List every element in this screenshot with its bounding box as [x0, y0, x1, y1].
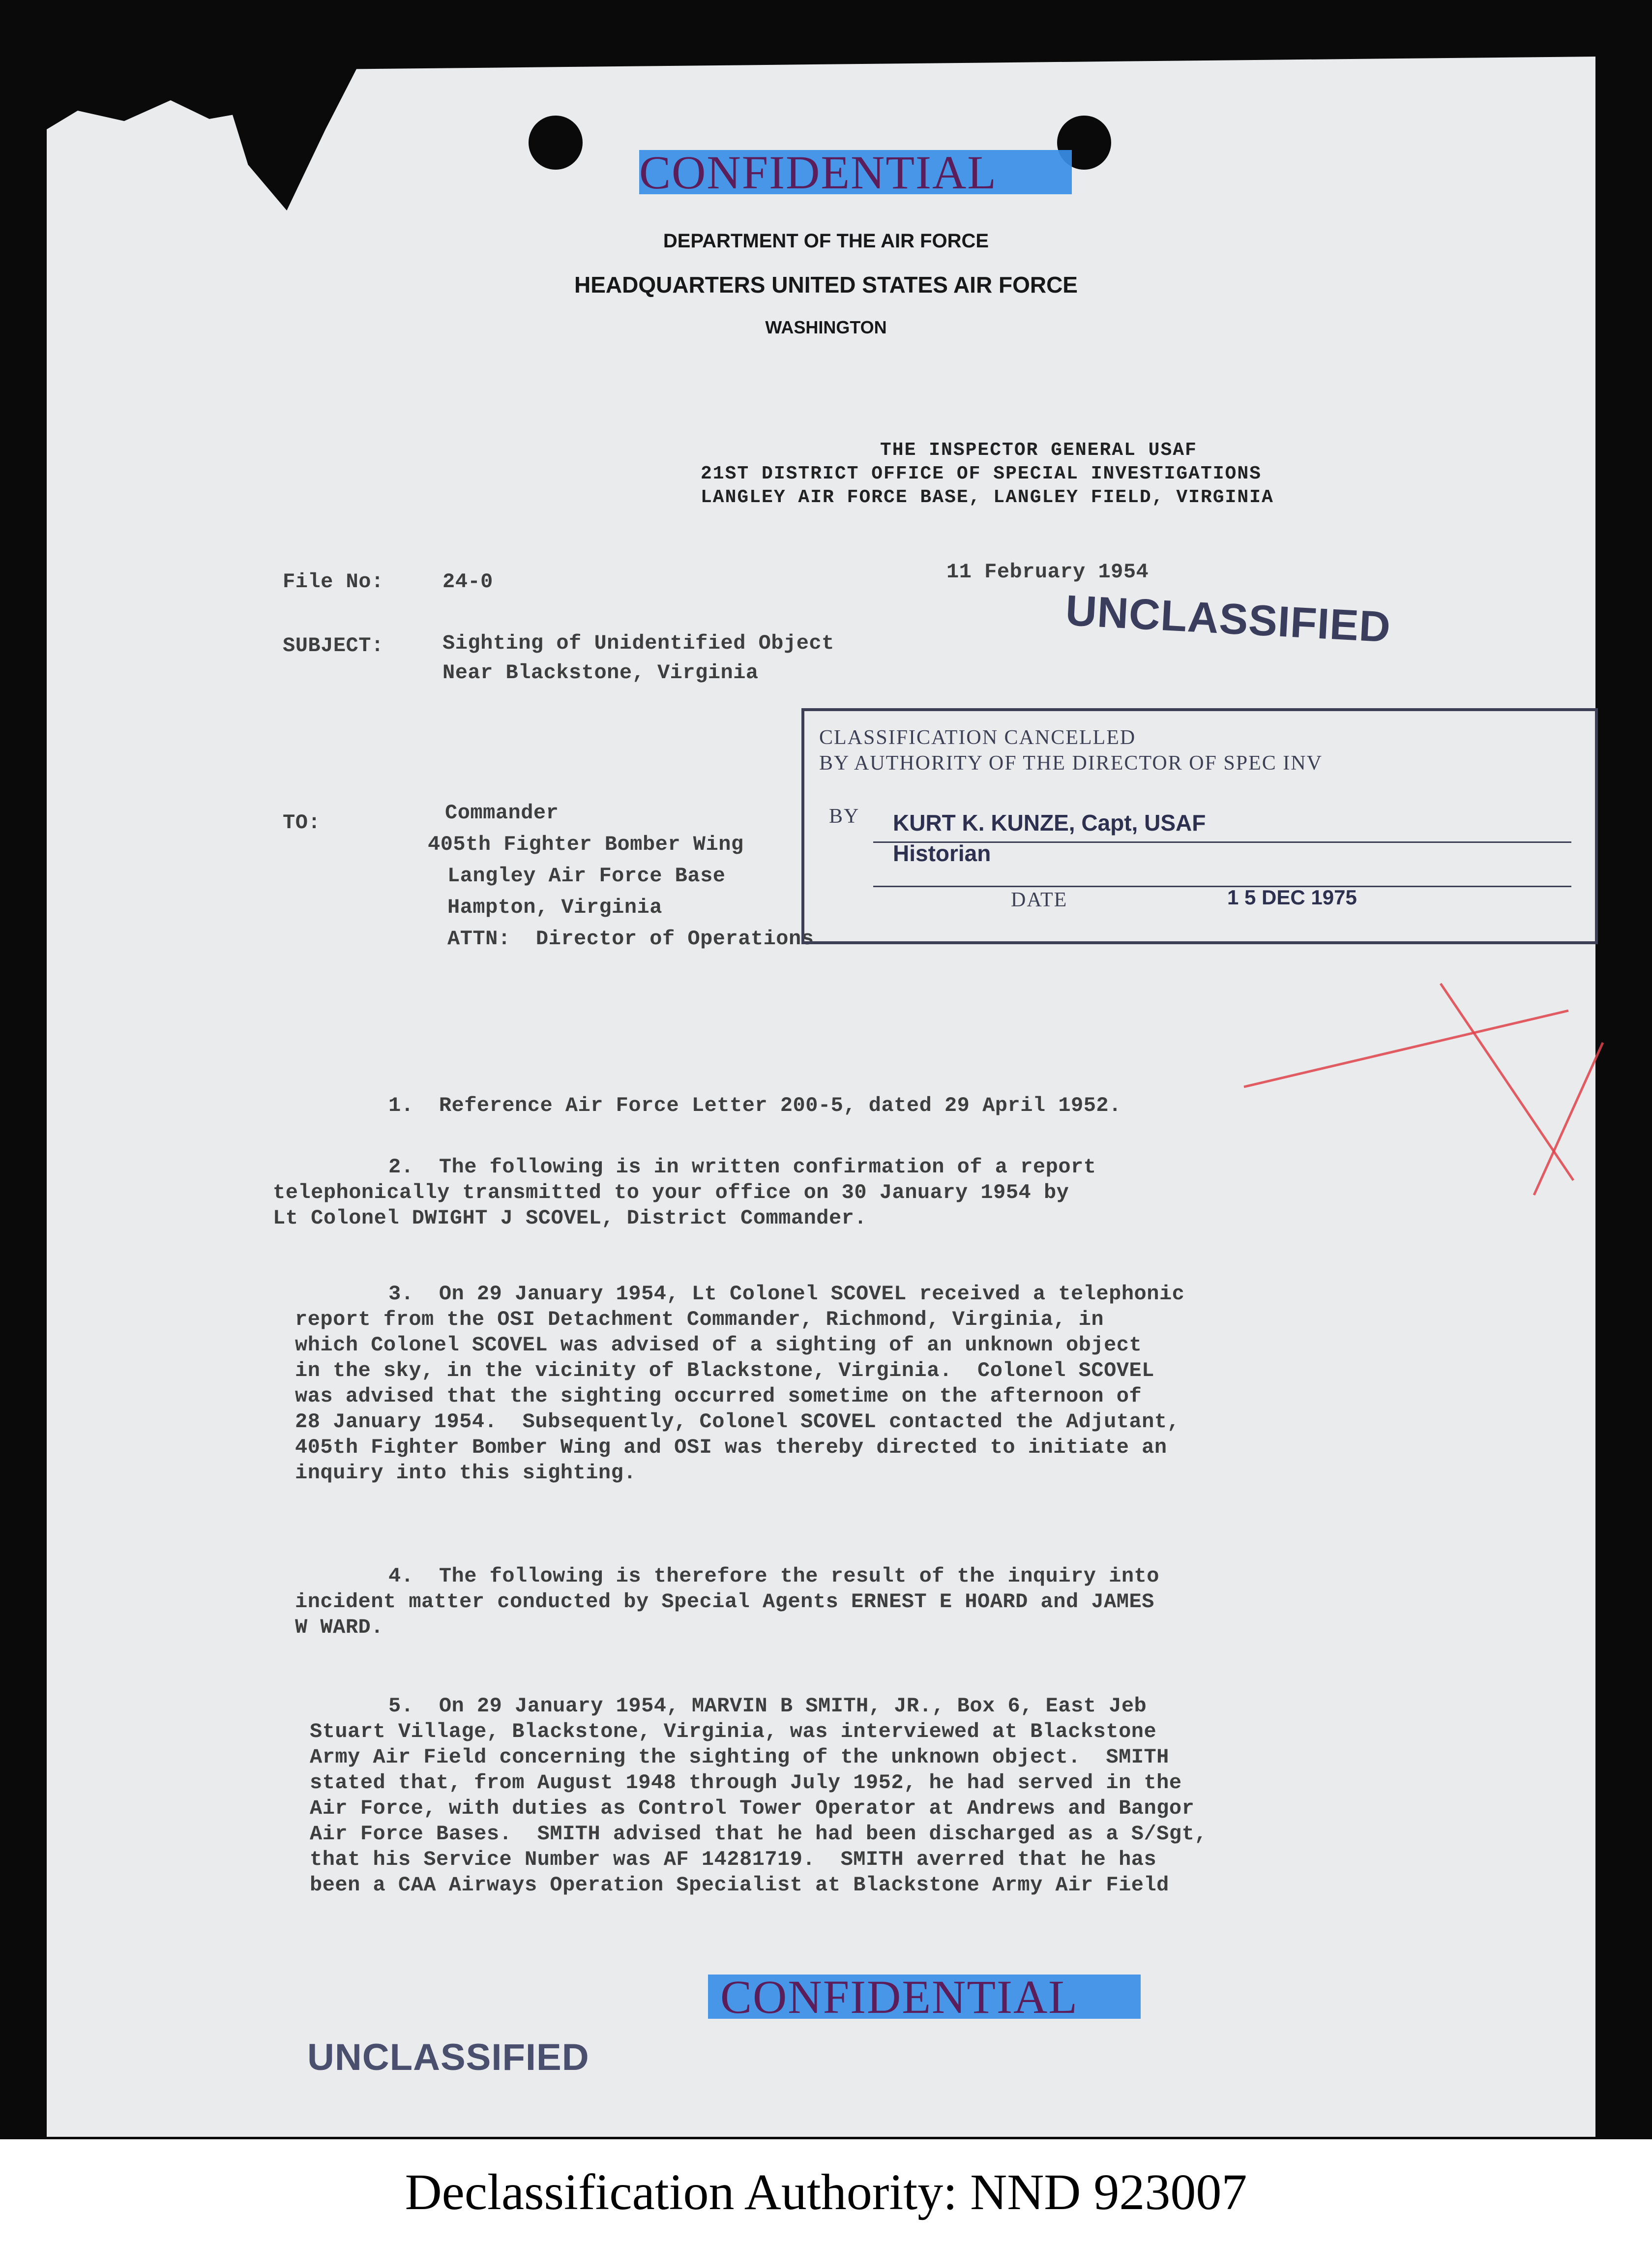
file-number-label: File No:: [283, 570, 384, 594]
paragraph-line: inquiry into this sighting.: [295, 1461, 637, 1485]
paragraph-line: 4. The following is therefore the result of the inquiry into: [388, 1564, 1159, 1588]
paragraph-line: W WARD.: [295, 1616, 384, 1639]
paragraph-line: was advised that the sighting occurred sometime on the afternoon of: [295, 1384, 1142, 1408]
red-pencil-marks: [1229, 964, 1613, 1220]
to-line: Langley Air Force Base: [447, 864, 726, 888]
paragraph-1-line: 1. Reference Air Force Letter 200-5, dated 29 April 1952.: [388, 1094, 1121, 1117]
paragraph-line: in the sky, in the vicinity of Blackstone, Virginia. Colonel SCOVEL: [295, 1359, 1154, 1382]
to-line: Hampton, Virginia: [447, 896, 662, 919]
unclassified-stamp-bottom: UNCLASSIFIED: [307, 2036, 590, 2078]
subject-label: SUBJECT:: [283, 634, 384, 658]
paragraph-line: 28 January 1954. Subsequently, Colonel SCOVEL contacted the Adjutant,: [295, 1410, 1180, 1434]
cancel-stamp-title: Historian: [893, 840, 991, 866]
dept-line-3: WASHINGTON: [765, 317, 887, 337]
confidential-stamp-top: CONFIDENTIAL: [639, 146, 997, 199]
to-line: 405th Fighter Bomber Wing: [428, 833, 744, 856]
cancel-stamp-date: 1 5 DEC 1975: [1227, 886, 1357, 909]
dept-line-2: HEADQUARTERS UNITED STATES AIR FORCE: [574, 272, 1078, 298]
office-line-3: LANGLEY AIR FORCE BASE, LANGLEY FIELD, VIRGINIA: [701, 487, 1274, 508]
subject-line-2: Near Blackstone, Virginia: [442, 661, 759, 685]
to-line: Commander: [445, 801, 559, 825]
office-line-1: THE INSPECTOR GENERAL USAF: [880, 440, 1197, 461]
paragraph-line: report from the OSI Detachment Commander, Richmond, Virginia, in: [295, 1308, 1104, 1331]
paragraph-line: which Colonel SCOVEL was advised of a sighting of an unknown object: [295, 1333, 1142, 1357]
paragraph-line: that his Service Number was AF 14281719. SMITH averred that he has: [310, 1848, 1157, 1871]
paragraph-line: 3. On 29 January 1954, Lt Colonel SCOVEL received a telephonic: [388, 1282, 1185, 1306]
footer: [0, 2139, 1652, 2245]
punch-hole-left: [529, 116, 583, 170]
paragraph-line: Stuart Village, Blackstone, Virginia, was interviewed at Blackstone: [310, 1720, 1157, 1743]
paragraph-line: Air Force Bases. SMITH advised that he had been discharged as a S/Sgt,: [310, 1822, 1207, 1846]
confidential-stamp-bottom: CONFIDENTIAL: [720, 1971, 1078, 2023]
to-label: TO:: [283, 811, 321, 835]
paragraph-line: Air Force, with duties as Control Tower Operator at Andrews and Bangor: [310, 1796, 1195, 1820]
cancel-stamp-rule: [873, 841, 1571, 843]
paragraph-line: Lt Colonel DWIGHT J SCOVEL, District Commander.: [273, 1206, 867, 1230]
paragraph-line: incident matter conducted by Special Agents ERNEST E HOARD and JAMES: [295, 1590, 1154, 1614]
cancel-stamp-line-2: BY AUTHORITY OF THE DIRECTOR OF SPEC INV: [819, 752, 1323, 775]
office-line-2: 21ST DISTRICT OFFICE OF SPECIAL INVESTIGATIONS: [701, 463, 1262, 484]
file-number-value: 24-0: [442, 570, 493, 594]
cancel-stamp-date-label: DATE: [1011, 889, 1068, 911]
paragraph-line: 405th Fighter Bomber Wing and OSI was thereby directed to initiate an: [295, 1436, 1167, 1459]
unclassified-stamp-top: UNCLASSIFIED: [1064, 585, 1392, 652]
cancel-stamp-name: KURT K. KUNZE, Capt, USAF: [893, 810, 1206, 836]
to-line: ATTN: Director of Operations: [447, 927, 814, 951]
cancel-stamp-line-1: CLASSIFICATION CANCELLED: [819, 726, 1136, 749]
paragraph-line: telephonically transmitted to your office on 30 January 1954 by: [273, 1181, 1069, 1204]
paragraph-line: stated that, from August 1948 through July 1952, he had served in the: [310, 1771, 1182, 1795]
paragraph-line: Army Air Field concerning the sighting of the unknown object. SMITH: [310, 1745, 1169, 1769]
subject-line-1: Sighting of Unidentified Object: [442, 631, 834, 655]
cancel-stamp-by: BY: [829, 805, 860, 828]
memo-date: 11 February 1954: [946, 560, 1149, 584]
declassification-authority: Declassification Authority: NND 923007: [405, 2164, 1247, 2220]
paragraph-line: been a CAA Airways Operation Specialist at Blackstone Army Air Field: [310, 1873, 1169, 1897]
classification-cancelled-stamp: [801, 708, 1598, 944]
paragraph-line: 2. The following is in written confirmation of a report: [388, 1155, 1096, 1179]
cancel-stamp-rule: [873, 886, 1571, 887]
dept-line-1: DEPARTMENT OF THE AIR FORCE: [663, 230, 989, 252]
paragraph-line: 5. On 29 January 1954, MARVIN B SMITH, JR., Box 6, East Jeb: [388, 1694, 1147, 1718]
